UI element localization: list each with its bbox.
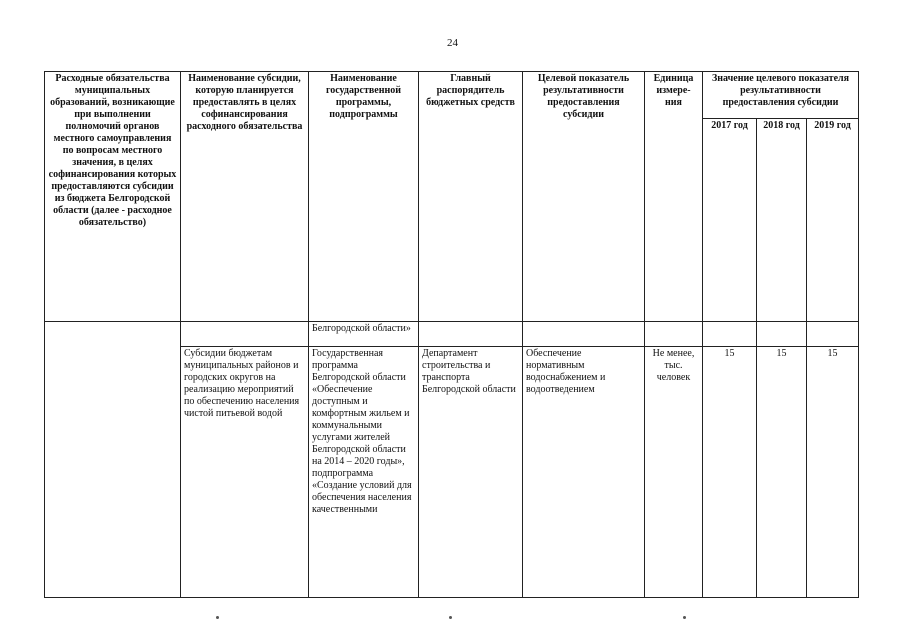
continuation-row	[45, 322, 859, 347]
cell-value-2018: 15	[757, 347, 807, 598]
header-year-2017: 2017 год	[703, 119, 757, 322]
cell-empty	[645, 322, 703, 347]
header-year-2019: 2019 год	[807, 119, 859, 322]
cell-empty	[181, 322, 309, 347]
cell-budget-manager: Департамент строительства и транспорта Белгородской области	[419, 347, 523, 598]
header-target-indicator: Целевой показатель результативности предоставления субсидии	[523, 72, 645, 322]
cell-program-continuation: Белгородской области»	[309, 322, 419, 347]
header-expense-obligations: Расходные обязательства муниципальных образований, возникающие при выполнении полномочий органов местного самоуправления по вопросам местного значения, в целях софинансирования которых предоставляются субсидии из бюджета Белгородской области (далее - расходное обязательство)	[45, 72, 181, 322]
cell-subsidy-name: Субсидии бюджетам муниципальных районов и городских округов на реализацию мероприятий по обеспечению населения чистой питьевой водой	[181, 347, 309, 598]
cell-unit: Не менее, тыс. человек	[645, 347, 703, 598]
header-indicator-value: Значение целевого показателя результативности предоставления субсидии	[703, 72, 859, 119]
scan-speck	[216, 616, 219, 619]
cell-target-indicator: Обеспечение нормативным водоснабжением и водоотведением	[523, 347, 645, 598]
cell-value-2019: 15	[807, 347, 859, 598]
header-year-2018: 2018 год	[757, 119, 807, 322]
cell-empty-col1	[45, 322, 181, 598]
header-subsidy-name: Наименование субсидии, которую планируется предоставлять в целях софинансирования расходного обязательства	[181, 72, 309, 322]
cell-empty	[419, 322, 523, 347]
cell-value-2017: 15	[703, 347, 757, 598]
subsidy-table	[44, 71, 859, 598]
cell-empty	[807, 322, 859, 347]
cell-empty	[703, 322, 757, 347]
header-row	[45, 72, 859, 119]
header-program-name: Наименование государственной программы, подпрограммы	[309, 72, 419, 322]
cell-program-name: Государственная программа Белгородской области «Обеспечение доступным и комфортным жильем и коммунальными услугами жителей Белгородской области на 2014 – 2020 годы», подпрограмма «Создание условий для обеспечения населения качественными	[309, 347, 419, 598]
scan-speck	[449, 616, 452, 619]
cell-empty	[757, 322, 807, 347]
page-number: 24	[447, 37, 458, 49]
header-budget-manager: Главный распорядитель бюджетных средств	[419, 72, 523, 322]
scan-speck	[683, 616, 686, 619]
header-unit: Единица измере-ния	[645, 72, 703, 322]
cell-empty	[523, 322, 645, 347]
